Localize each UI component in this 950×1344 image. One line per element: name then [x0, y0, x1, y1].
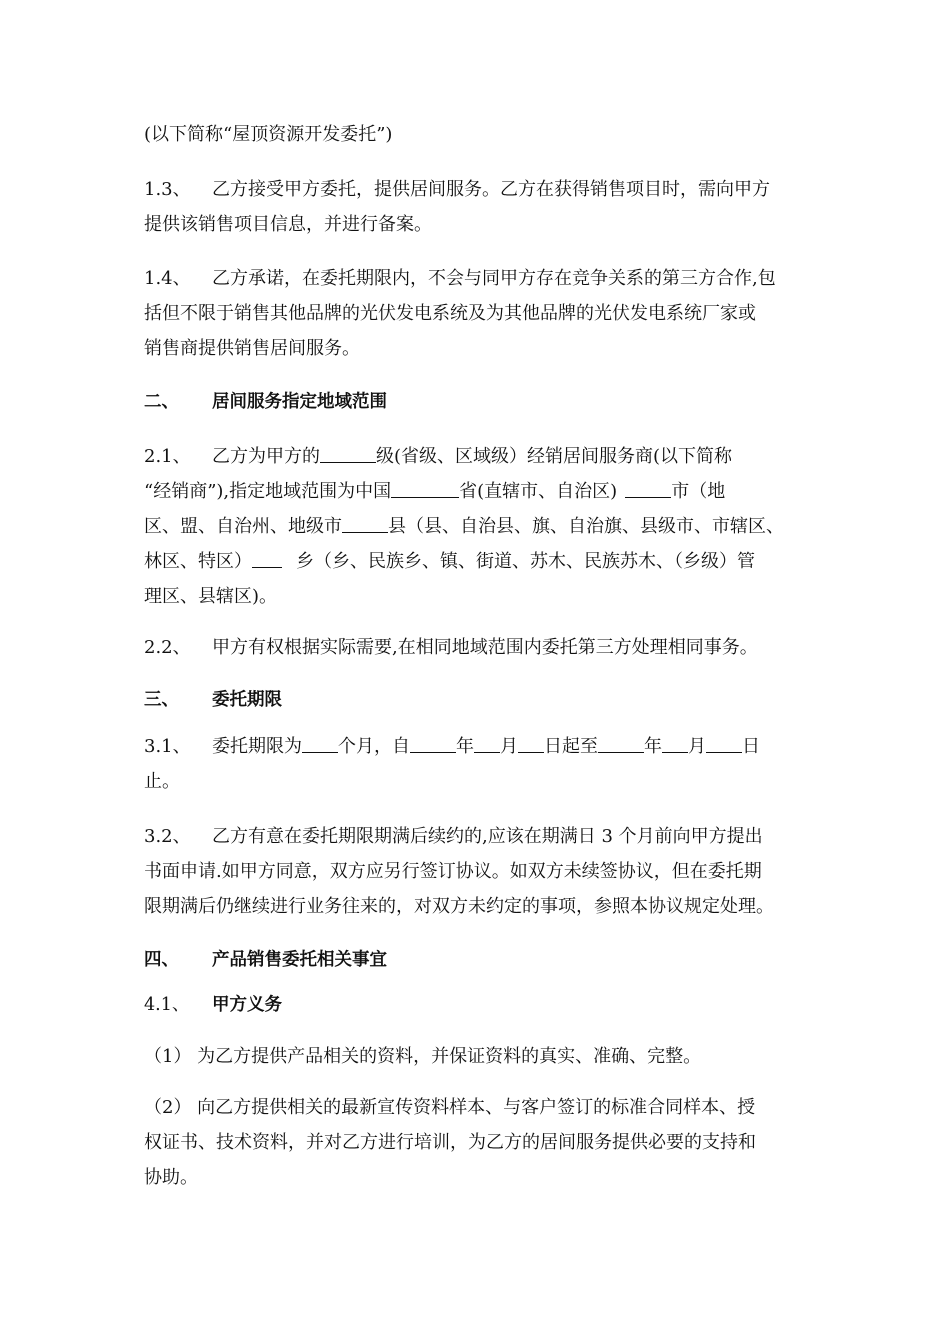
- fill-blank[interactable]: [391, 481, 459, 498]
- obligation-item-2-line-3: 协助。: [144, 1167, 198, 1188]
- fill-blank[interactable]: [598, 736, 644, 753]
- clause-1-4-line-2: 括但不限于销售其他品牌的光伏发电系统及为其他品牌的光伏发电系统厂家或: [144, 303, 756, 324]
- clause-2-1-line-3: 区、盟、自治州、地级市 县（县、自治县、旗、自治旗、县级市、市辖区、: [144, 516, 784, 537]
- clause-number: 3.2、: [144, 826, 191, 847]
- fill-blank[interactable]: [474, 736, 500, 753]
- fill-blank[interactable]: [252, 551, 282, 568]
- fill-blank[interactable]: [342, 516, 388, 533]
- fill-blank[interactable]: [625, 481, 671, 498]
- obligation-item-1: （1） 为乙方提供产品相关的资料，并保证资料的真实、准确、完整。: [144, 1046, 702, 1067]
- paragraph-intro: (以下简称“屋顶资源开发委托”): [144, 124, 393, 145]
- obligation-item-2-line-1: （2） 向乙方提供相关的最新宣传资料样本、与客户签订的标准合同样本、授: [144, 1097, 756, 1118]
- obligation-item-2-line-2: 权证书、技术资料，并对乙方进行培训，为乙方的居间服务提供必要的支持和: [144, 1132, 756, 1153]
- fill-blank[interactable]: [410, 736, 456, 753]
- clause-number: 1.4、: [144, 268, 191, 289]
- clause-4-1-heading: 4.1、 甲方义务: [144, 995, 282, 1015]
- clause-3-1-line-2: 止。: [144, 771, 180, 792]
- clause-2-1-line-5: 理区、县辖区)。: [144, 586, 278, 607]
- fill-blank[interactable]: [302, 736, 338, 753]
- clause-1-3-line-1: 1.3、 乙方接受甲方委托，提供居间服务。乙方在获得销售项目时，需向甲方: [144, 179, 770, 200]
- clause-1-4-line-1: 1.4、 乙方承诺，在委托期限内，不会与同甲方存在竞争关系的第三方合作,包: [144, 268, 776, 289]
- clause-number: 2.1、: [144, 446, 191, 467]
- clause-1-3-line-2: 提供该销售项目信息，并进行备案。: [144, 214, 432, 235]
- section-heading-3: 三、 委托期限: [144, 690, 282, 710]
- section-heading-2: 二、 居间服务指定地域范围: [144, 392, 387, 412]
- fill-blank[interactable]: [662, 736, 688, 753]
- clause-number: 1.3、: [144, 179, 191, 200]
- clause-2-1-line-4: 林区、特区） 乡（乡、民族乡、镇、街道、苏木、民族苏木、（乡级）管: [144, 551, 755, 572]
- fill-blank[interactable]: [320, 446, 376, 463]
- clause-2-1-line-1: 2.1、 乙方为甲方的 级(省级、区域级）经销居间服务商(以下简称: [144, 446, 733, 467]
- clause-3-2-line-2: 书面申请.如甲方同意，双方应另行签订协议。如双方未续签协议，但在委托期: [144, 861, 762, 882]
- clause-number: 3.1、: [144, 736, 191, 757]
- clause-3-2-line-3: 限期满后仍继续进行业务往来的，对双方未约定的事项，参照本协议规定处理。: [144, 896, 774, 917]
- section-heading-4: 四、 产品销售委托相关事宜: [144, 950, 387, 970]
- clause-1-4-line-3: 销售商提供销售居间服务。: [144, 338, 360, 359]
- clause-2-2: 2.2、 甲方有权根据实际需要,在相同地域范围内委托第三方处理相同事务。: [144, 637, 758, 658]
- clause-number: 2.2、: [144, 637, 191, 658]
- clause-2-1-line-2: “经销商”),指定地域范围为中国 省(直辖市、自治区) 市（地: [144, 481, 726, 502]
- clause-3-1-line-1: 3.1、 委托期限为 个月，自 年 月 日起至 年 月 日: [144, 736, 760, 757]
- clause-3-2-line-1: 3.2、 乙方有意在委托期限期满后续约的,应该在期满日 3 个月前向甲方提出: [144, 826, 763, 847]
- fill-blank[interactable]: [706, 736, 742, 753]
- fill-blank[interactable]: [518, 736, 544, 753]
